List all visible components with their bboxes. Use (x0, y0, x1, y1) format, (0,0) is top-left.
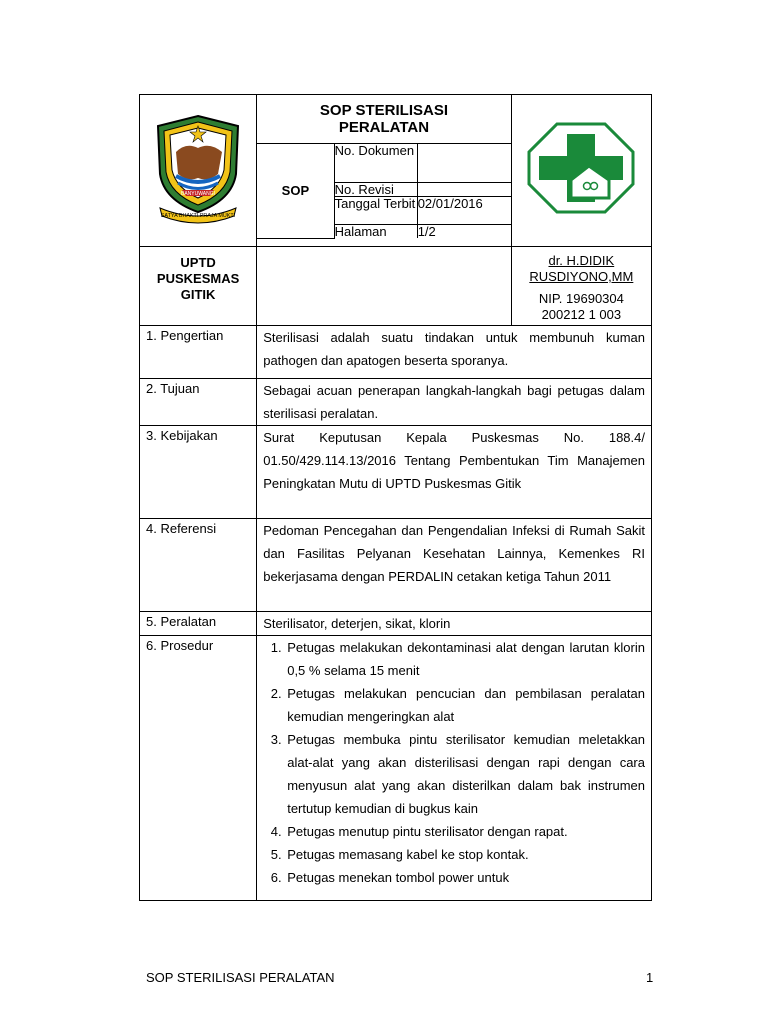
doc-no-value (417, 144, 511, 183)
sop-label: SOP (257, 144, 334, 238)
sop-table (139, 94, 652, 901)
issue-date-label: Tanggal Terbit (334, 197, 417, 225)
puskesmas-logo (527, 122, 635, 214)
regency-motto-text: SATYA BHAKTI PRAJA MUKTI (160, 213, 236, 219)
prosedur-step: 4. Petugas menutup pintu sterilisator dengan rapat. (285, 820, 645, 843)
organization-name (140, 247, 257, 326)
issue-date-value: 02/01/2016 (417, 197, 511, 225)
signer-name: dr. H.DIDIK RUSDIYONO,MM (529, 253, 634, 284)
signer-block (511, 247, 651, 326)
peralatan-label: 5. Peralatan (140, 612, 257, 636)
revision-label: No. Revisi (334, 183, 417, 197)
prosedur-step: 3. Petugas membuka pintu sterilisator kemudian meletakkan alat-alat yang akan disterilisasi dengan rapi dengan cara menyusun alat yang akan disterilkan dalam bak instrumen tertutup kemudian di bugkus kain (285, 728, 645, 820)
referensi-label: 4. Referensi (140, 519, 257, 612)
page-label: Halaman (334, 225, 417, 239)
doc-no-label: No. Dokumen (334, 144, 417, 183)
document-info-cell (257, 144, 511, 247)
regency-emblem-logo (152, 112, 244, 224)
tujuan-text: Sebagai acuan penerapan langkah-langkah bagi petugas dalam sterilisasi peralatan. (257, 379, 652, 426)
tujuan-label: 2. Tujuan (140, 379, 257, 426)
title-line-2: PERALATAN (338, 119, 430, 136)
org-line-1: UPTD (180, 255, 216, 270)
document-title (257, 95, 511, 144)
prosedur-label: 6. Prosedur (140, 636, 257, 901)
peralatan-text: Sterilisator, deterjen, sikat, klorin (257, 612, 652, 636)
referensi-text: Pedoman Pencegahan dan Pengendalian Infeksi di Rumah Sakit dan Fasilitas Pelyanan Kesehatan Lainnya, Kemenkes RI bekerjasama dengan PERDALIN cetakan ketiga Tahun 2011 (257, 519, 652, 612)
footer-title: SOP STERILISASI PERALATAN (146, 970, 335, 985)
org-line-3: GITIK (180, 287, 216, 302)
title-line-1: SOP STERILISASI (319, 102, 448, 119)
prosedur-step: 5. Petugas memasang kabel ke stop kontak. (285, 843, 645, 866)
prosedur-steps (263, 636, 645, 889)
revision-value (417, 183, 511, 197)
footer-page-number: 1 (646, 970, 654, 985)
org-line-2: PUSKESMAS (156, 271, 240, 286)
document-info-table (257, 144, 510, 239)
pengertian-label: 1. Pengertian (140, 326, 257, 379)
regency-logo-cell (140, 95, 257, 247)
pengertian-text: Sterilisasi adalah suatu tindakan untuk membunuh kuman pathogen dan apatogen beserta sporanya. (257, 326, 652, 379)
prosedur-step: 6. Petugas menekan tombol power untuk (285, 866, 645, 889)
regency-banner-text: BANYUWANGI (181, 191, 216, 197)
kebijakan-label: 3. Kebijakan (140, 426, 257, 519)
prosedur-content (257, 636, 652, 901)
prosedur-step: 2. Petugas melakukan pencucian dan pembilasan peralatan kemudian mengeringkan alat (285, 682, 645, 728)
page-value: 1/2 (417, 225, 511, 239)
puskesmas-logo-cell (511, 95, 651, 247)
kebijakan-text: Surat Keputusan Kepala Puskesmas No. 188.4/ 01.50/429.114.13/2016 Tentang Pembentukan Tim Manajemen Peningkatan Mutu di UPTD Puskesmas Gitik (257, 426, 652, 519)
prosedur-step: 1. Petugas melakukan dekontaminasi alat dengan larutan klorin 0,5 % selama 15 menit (285, 636, 645, 682)
signer-nip-line-1: NIP. 19690304 (538, 291, 624, 306)
signer-nip-line-2: 200212 1 003 (541, 307, 622, 322)
signature-space (257, 247, 511, 326)
